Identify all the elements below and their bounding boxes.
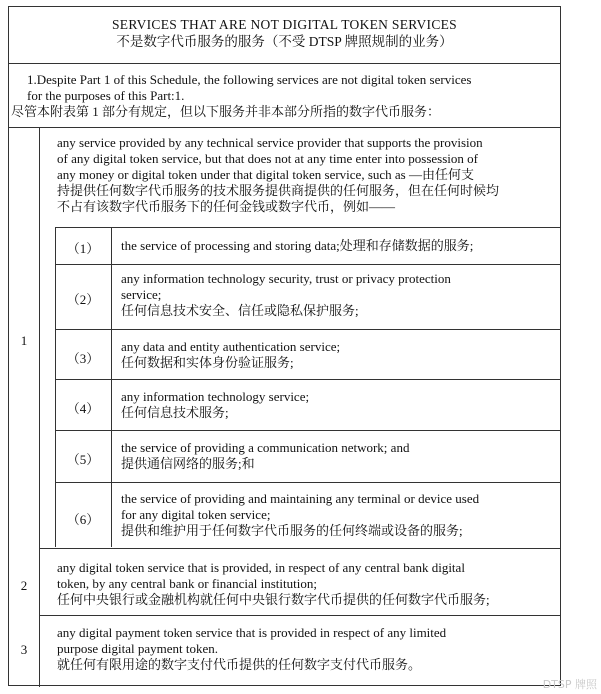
row-2-number: 2 xyxy=(20,578,28,593)
sub-row-1-number: （1） xyxy=(66,241,100,256)
sub-row-3-line-2: 任何数据和实体身份验证服务; xyxy=(121,355,294,370)
sub-row-6-line-3: 提供和维护用于任何数字代币服务的任何终端或设备的服务; xyxy=(121,523,463,538)
row-2-line-2: token, by any central bank or financial institution; xyxy=(57,576,317,591)
row-3-text xyxy=(57,625,560,673)
row-2-line-1: any digital token service that is provided, in respect of any central bank digital xyxy=(57,560,465,575)
intro-paragraph xyxy=(9,64,560,128)
sub-row-2-number: （2） xyxy=(66,292,100,307)
intro-chinese: 尽管本附表第 1 部分有规定，但以下服务并非本部分所指的数字代币服务： xyxy=(11,104,441,119)
sub-row-5 xyxy=(55,430,560,482)
sub-row-5-line-2: 提供通信网络的服务;和 xyxy=(121,456,255,471)
document-table xyxy=(8,6,561,686)
sub-row-2 xyxy=(55,264,560,329)
sub-row-6 xyxy=(55,482,560,547)
intro-english-line-1: 1.Despite Part 1 of this Schedule, the following services are not digital token services xyxy=(27,72,472,87)
sub-row-1-text xyxy=(121,238,558,254)
sub-row-3-number: （3） xyxy=(66,351,100,366)
sub-row-4-line-1: any information technology service; xyxy=(121,389,310,404)
sub-row-6-line-2: for any digital token service; xyxy=(121,507,271,522)
row-1-line-1: any service provided by any technical service provider that supports the provision xyxy=(57,135,483,150)
row-divider-2 xyxy=(39,615,560,616)
sub-row-5-text xyxy=(121,440,558,472)
row-3-line-1: any digital payment token service that is provided in respect of any limited xyxy=(57,625,447,640)
sub-row-1 xyxy=(55,227,560,264)
title-english: SERVICES THAT ARE NOT DIGITAL TOKEN SERVICES xyxy=(112,17,457,32)
row-1-line-4: 持提供任何数字代币服务的技术服务提供商提供的任何服务，但在任何时候均 xyxy=(57,183,500,198)
row-1-text xyxy=(57,135,560,215)
sub-row-4 xyxy=(55,379,560,430)
sub-row-2-line-1: any information technology security, trust or privacy protection xyxy=(121,271,451,286)
row-3-line-2: purpose digital payment token. xyxy=(57,641,219,656)
row-1-subtable xyxy=(55,227,560,547)
sub-row-6-number: （6） xyxy=(66,512,100,527)
sub-row-3-line-1: any data and entity authentication service; xyxy=(121,339,341,354)
row-2-text xyxy=(57,560,560,608)
sub-row-4-text xyxy=(121,389,558,421)
sub-row-2-line-2: service; xyxy=(121,287,162,302)
watermark: DTSP 牌照 xyxy=(542,678,597,691)
intro-english-line-2: for the purposes of this Part:1. xyxy=(27,88,185,103)
sub-row-2-text xyxy=(121,271,558,319)
sub-row-4-line-2: 任何信息技术服务; xyxy=(121,405,229,420)
sub-row-2-line-3: 任何信息技术安全、信任或隐私保护服务; xyxy=(121,303,359,318)
table-title xyxy=(9,7,560,64)
row-3-number: 3 xyxy=(20,642,28,657)
sub-row-5-line-1: the service of providing a communication network; and xyxy=(121,440,410,455)
sub-row-5-number: （5） xyxy=(66,452,100,467)
number-column-divider xyxy=(39,128,40,687)
row-3-line-3: 就任何有限用途的数字支付代币提供的任何数字支付代币服务。 xyxy=(57,657,422,672)
sub-row-4-number: （4） xyxy=(66,401,100,416)
title-chinese: 不是数字代币服务的服务（不受 DTSP 牌照规制的业务） xyxy=(116,34,453,49)
sub-row-3 xyxy=(55,329,560,379)
row-2-line-3: 任何中央银行或金融机构就任何中央银行数字代币提供的任何数字代币服务; xyxy=(57,592,490,607)
row-1-line-3: any money or digital token under that digital token service, such as —由任何支 xyxy=(57,167,474,182)
row-1-line-5: 不占有该数字代币服务下的任何金钱或数字代币，例如—— xyxy=(57,199,396,214)
sub-row-3-text xyxy=(121,339,558,371)
row-1-line-2: of any digital token service, but that does not at any time enter into possession of xyxy=(57,151,478,166)
row-divider-1 xyxy=(39,548,560,549)
sub-row-6-line-1: the service of providing and maintaining any terminal or device used xyxy=(121,491,480,506)
sub-row-1-line-1: the service of processing and storing data;处理和存储数据的服务; xyxy=(121,238,474,253)
sub-row-6-text xyxy=(121,491,558,539)
row-1-number: 1 xyxy=(20,333,28,348)
